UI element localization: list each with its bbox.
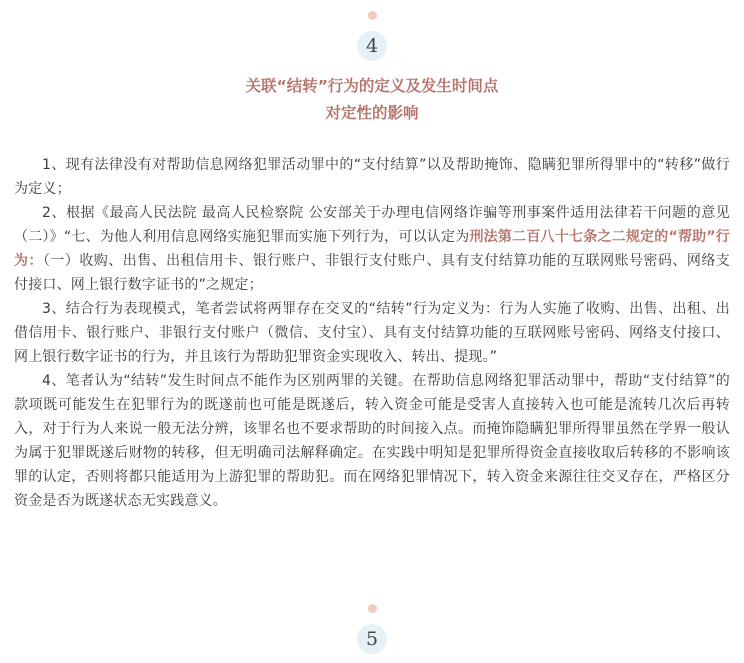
paragraph-3: 3、结合行为表现模式，笔者尝试将两罪存在交叉的“结转”行为定义为：行为人实施了收购、出售、出租、出借信用卡、银行账户、非银行支付账户（微信、支付宝）、具有支付结算功能的互联网账号密码、网络支付接口、网上银行数字证书的行为，并且该行为帮助犯罪资金实现收入、转出、提现。” — [14, 301, 730, 365]
paragraph-1: 1、现有法律没有对帮助信息网络犯罪活动罪中的“支付结算”以及帮助掩饰、隐瞒犯罪所得罪中的“转移”做行为定义； — [14, 157, 730, 197]
section-badge-4 — [0, 31, 744, 61]
article-body — [14, 153, 730, 513]
paragraph-4: 4、笔者认为“结转”发生时间点不能作为区别两罪的关键。在帮助信息网络犯罪活动罪中，帮助“支付结算”的款项既可能发生在犯罪行为的既遂前也可能是既遂后，转入资金可能是受害人直接转入也可能是流转几次后再转入，对于行为人来说一般无法分辨，该罪名也不要求帮助的时间接入点。而掩饰隐瞒犯罪所得罪虽然在学界一般认为属于犯罪既遂后财物的转移，但无明确司法解释确定。在实践中明知是犯罪所得资金直接收取后转移的不影响该罪的认定，否则将都只能适用为上游犯罪的帮助犯。而在网络犯罪情况下，转入资金来源往往交叉存在，严格区分资金是否为既遂状态无实践意义。 — [14, 373, 730, 509]
decorative-dot — [368, 604, 377, 613]
paragraph-2 — [14, 201, 730, 297]
section-number: 5 — [357, 624, 387, 654]
paragraph-2-highlight: 刑法第二百八十七条之二规定的“帮助”行为： — [14, 229, 731, 269]
paragraph-2-text: 2、根据《最高人民法院 最高人民检察院 公安部关于办理电信网络诈骗等刑事案件适用法律若干问题的意见（二）》“七、为他人利用信息网络实施犯罪而实施下列行为，可以认定为 — [14, 205, 730, 245]
paragraph-2-text-end: （一）收购、出售、出租信用卡、银行账户、非银行支付账户、具有支付结算功能的互联网账号密码、网络支付接口、网上银行数字证书的”之规定； — [14, 253, 730, 293]
section-number: 4 — [357, 31, 387, 61]
section-title-line2: 对定性的影响 — [325, 104, 419, 122]
section-badge-5 — [0, 624, 744, 654]
section-title — [0, 73, 744, 127]
decorative-dot — [368, 11, 377, 20]
section-title-line1: 关联“结转”行为的定义及发生时间点 — [245, 77, 499, 95]
